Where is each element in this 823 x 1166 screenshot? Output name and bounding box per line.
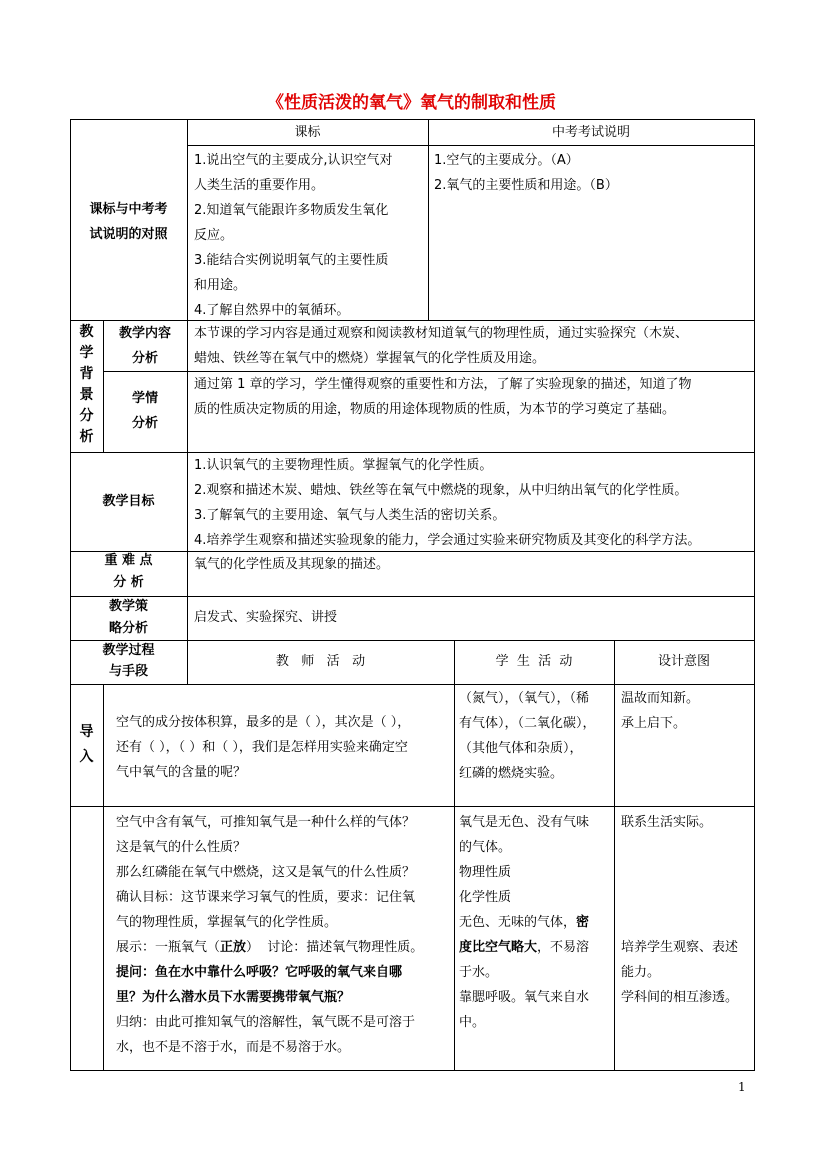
main-student-activity: 氧气是无色、没有气味 的气体。 物理性质 化学性质 无色、无味的气体，密 度比空气略大，不易溶 于水。 靠腮呼吸。氧气来自水 中。 xyxy=(459,815,590,1030)
main-design-intent: 联系生活实际。 xyxy=(621,815,713,830)
question-line: 提问：鱼在水中靠什么呼吸？它呼吸的氧气来自哪 xyxy=(116,965,403,980)
list-item: 2.知道氧气能跟许多物质发生氧化 xyxy=(194,203,389,218)
page-number: 1 xyxy=(738,1080,746,1094)
list-item: 和用途。 xyxy=(194,278,247,293)
main-teacher-activity: 空气中含有氧气，可推知氧气是一种什么样的气体？ 这是氧气的什么性质？ 那么红磷能在氧气中燃烧，这又是氧气的什么性质？ 确认目标：这节课来学习氧气的性质，要求：记住氧 气的物理性质，掌握氧气的化学性质。 展示：一瓶氧气（正放） 讨论：描述氧气物理性质。 提问：鱼在水中靠什么呼吸？它呼吸的氧气来自哪 里？为什么潜水员下水需要携带氧气瓶？ 归纳：由此可推知氧气的溶解性，氧气既不是可溶于 水，也不是不溶于水，而是不易溶于水。 xyxy=(116,815,424,1055)
section1-label: 课标与中考考 试说明的对照 xyxy=(89,202,168,242)
list-item: 反应。 xyxy=(194,228,234,243)
list-item: 3.了解氧气的主要用途、氧气与人类生活的密切关系。 xyxy=(194,508,506,523)
document-title: 《性质活泼的氧气》氧气的制取和性质 xyxy=(267,93,556,113)
list-item: 1.认识氧气的主要物理性质。掌握氧气的化学性质。 xyxy=(194,458,493,473)
key-points-label: 重 难 点 分 析 xyxy=(104,553,153,590)
column-header-teacher: 教 师 活 动 xyxy=(275,654,366,669)
objectives-label: 教学目标 xyxy=(102,494,155,509)
content-analysis-text: 本节课的学习内容是通过观察和阅读教材知道氧气的物理性质，通过实验探究（木炭、 蜡烛、铁丝等在氧气中的燃烧）掌握氧气的化学性质及用途。 xyxy=(194,326,689,366)
column-header-design: 设计意图 xyxy=(657,654,710,669)
process-label: 教学过程 与手段 xyxy=(102,643,155,679)
section2-vertical-label: 教 学 背 景 分 析 xyxy=(79,324,94,445)
objectives-list xyxy=(194,453,700,553)
stage-label-intro: 导 入 xyxy=(79,724,94,765)
show-line: 展示：一瓶氧气（正放） 讨论：描述氧气物理性质。 xyxy=(116,940,424,955)
list-item: 2.观察和描述木炭、蜡烛、铁丝等在氧气中燃烧的现象，从中归纳出氧气的化学性质。 xyxy=(194,483,688,498)
column-header-student: 学 生 活 动 xyxy=(495,654,573,669)
student-analysis-text: 通过第 1 章的学习，学生懂得观察的重要性和方法，了解了实验现象的描述，知道了物 质的性质决定物质的用途，物质的用途体现物质的性质，为本节的学习奠定了基础。 xyxy=(194,377,692,417)
column-header-kebiao: 课标 xyxy=(294,125,321,140)
content-analysis-label: 教学内容 分析 xyxy=(118,326,171,366)
list-item: 4.培养学生观察和描述实验现象的能力，学会通过实验来研究物质及其变化的科学方法。 xyxy=(194,533,701,548)
list-item: 1.说出空气的主要成分,认识空气对 xyxy=(194,153,393,168)
intro-teacher-activity: 空气的成分按体积算，最多的是（ ），其次是（ ）， 还有（ ），（ ）和（ ），我们是怎样用实验来确定空 气中氧气的含量的呢？ xyxy=(116,715,411,780)
list-item: 人类生活的重要作用。 xyxy=(194,178,325,193)
column-header-zhongkao: 中考考试说明 xyxy=(551,125,630,140)
intro-design-intent: 温故而知新。 承上启下。 xyxy=(621,691,700,731)
student-analysis-label: 学情 分析 xyxy=(131,391,158,431)
list-item: 1.空气的主要成分。（A） xyxy=(434,153,579,168)
list-item: 4.了解自然界中的氧循环。 xyxy=(194,303,350,318)
list-item: 2.氧气的主要性质和用途。（B） xyxy=(434,178,618,193)
key-points-text: 氧气的化学性质及其现象的描述。 xyxy=(194,557,390,572)
question-line: 里？为什么潜水员下水需要携带氧气瓶？ xyxy=(116,990,351,1005)
zhongkao-list xyxy=(434,148,618,198)
intro-student-activity: （氮气），（氧气），（稀 有气体），（二氧化碳）， （其他气体和杂质）， 红磷的燃烧实验。 xyxy=(459,691,596,781)
main-design-intent-2: 培养学生观察、表述 能力。 学科间的相互渗透。 xyxy=(621,940,739,1005)
kebiao-list xyxy=(194,148,393,323)
strategy-label: 教学策 略分析 xyxy=(108,599,148,636)
list-item: 3.能结合实例说明氧气的主要性质 xyxy=(194,253,389,268)
strategy-text: 启发式、实验探究、讲授 xyxy=(194,610,338,625)
